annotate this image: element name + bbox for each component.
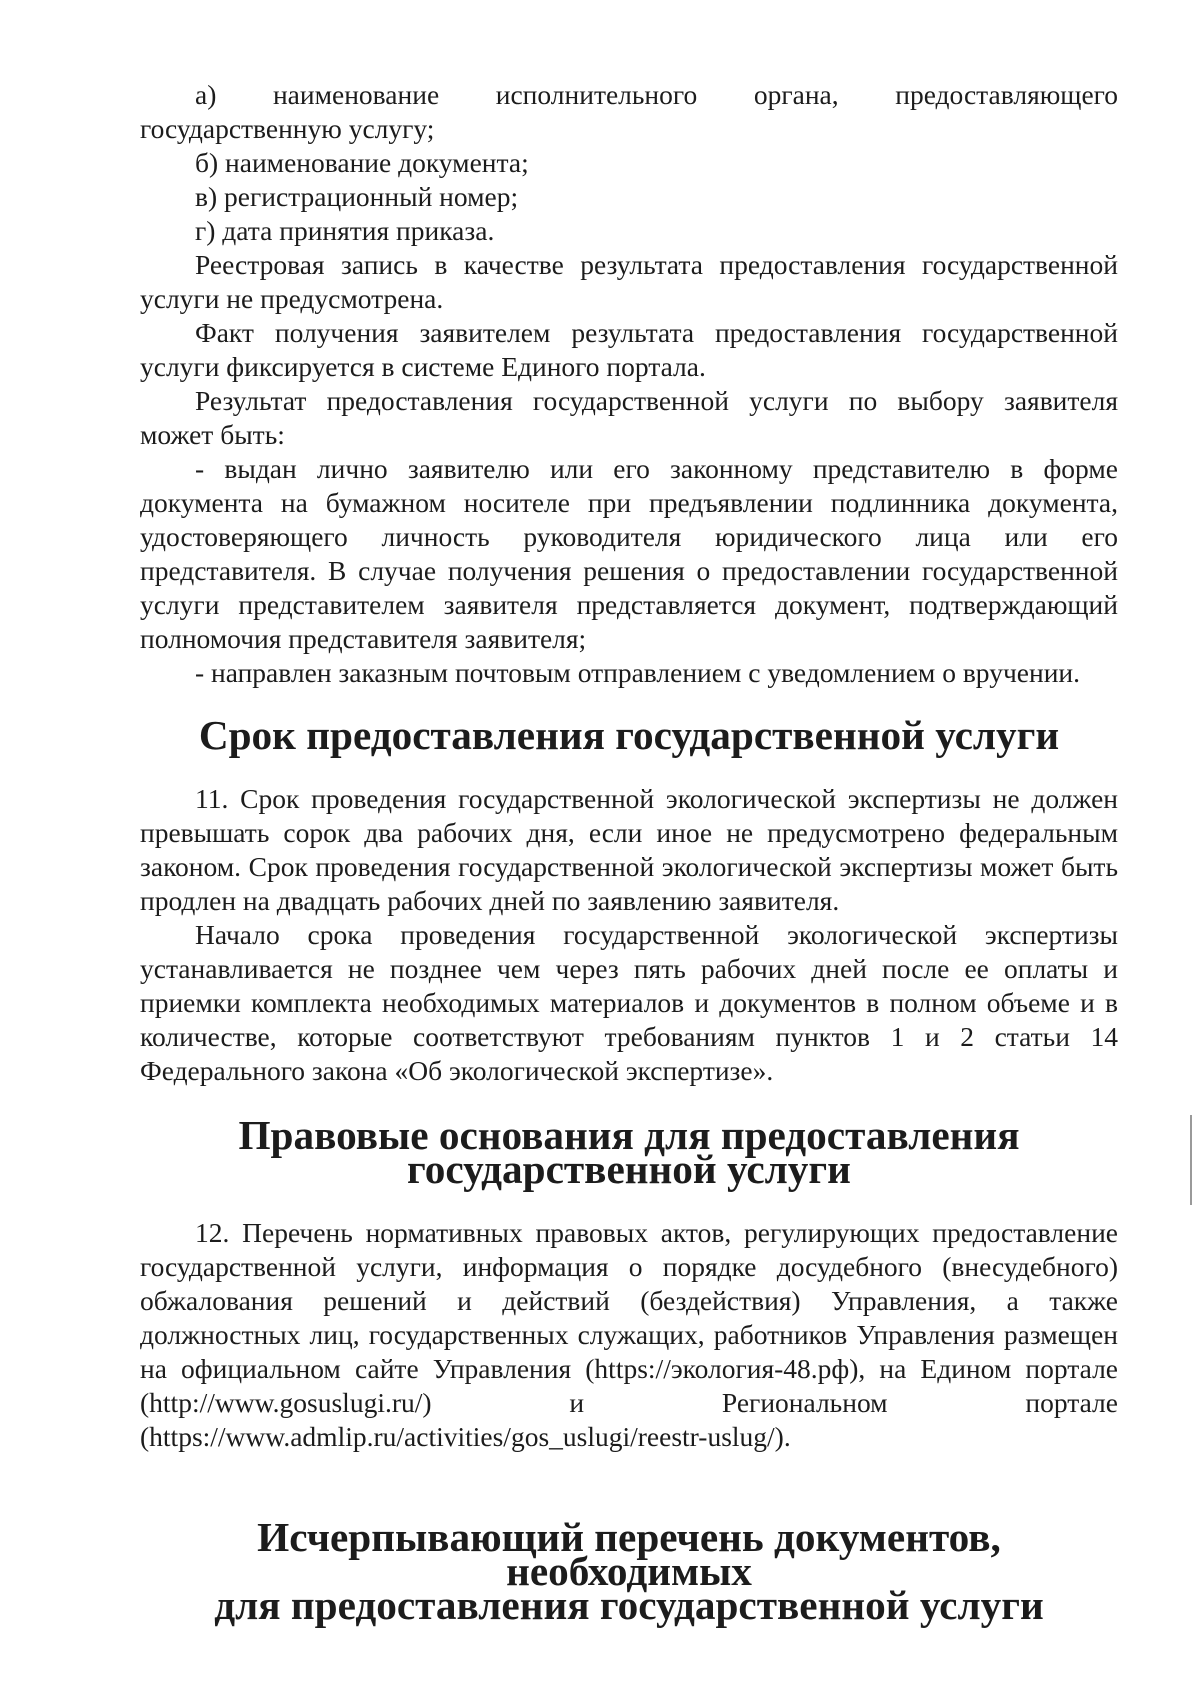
list-item: б) наименование документа; [195, 147, 529, 178]
paragraph: 11. Срок проведения государственной экологической экспертизы не должен превышать сорок два рабочих дня, если иное не предусмотрено федеральным законом. Срок проведения государственной экологической экспертизы может быть продлен на двадцать рабочих дней по заявлению заявителя. [140, 783, 1118, 916]
section-heading-docs-line1: Исчерпывающий перечень документов, необходимых [257, 1514, 1001, 1594]
section-heading-legal: Правовые основания для предоставления государственной услуги [238, 1112, 1020, 1192]
scan-edge-mark [1190, 1115, 1192, 1205]
section-heading-docs-line2: для предоставления государственной услуги [214, 1582, 1044, 1628]
list-item: г) дата принятия приказа. [195, 215, 495, 246]
section-heading-docs [140, 1514, 1118, 1628]
paragraph: - выдан лично заявителю или его законному представителю в форме документа на бумажном носителе при предъявлении подлинника документа, удостоверяющего личность руководителя юридического лица или его представителя. В случае получения решения о предоставлении государственной услуги представителем заявителя представляется документ, подтверждающий полномочия представителя заявителя; [140, 453, 1118, 654]
paragraph: Результат предоставления государственной услуги по выбору заявителя может быть: [140, 385, 1118, 450]
paragraph: 12. Перечень нормативных правовых актов, регулирующих предоставление государственной услуги, информация о порядке досудебного (внесудебного) обжалования решений и действий (бездействия) Управления, а также должностных лиц, государственных служащих, работников Управления размещен на официальном сайте Управления (https://экология-48.рф), на Едином портале (http://www.gosuslugi.ru/) и Региональном портале (https://www.admlip.ru/activities/gos_uslugi/reestr-uslug/). [140, 1217, 1118, 1452]
section-heading-term: Срок предоставления государственной услуги [198, 712, 1060, 758]
paragraph: - направлен заказным почтовым отправлением с уведомлением о вручении. [195, 657, 1081, 688]
paragraph: Начало срока проведения государственной экологической экспертизы устанавливается не позднее чем через пять рабочих дней после ее оплаты и приемки комплекта необходимых материалов и документов в полном объеме и в количестве, которые соответствуют требованиям пунктов 1 и 2 статьи 14 Федерального закона «Об экологической экспертизе». [140, 919, 1118, 1086]
list-item: в) регистрационный номер; [195, 181, 519, 212]
paragraph: Реестровая запись в качестве результата предоставления государственной услуги не предусмотрена. [140, 249, 1118, 314]
paragraph: Факт получения заявителем результата предоставления государственной услуги фиксируется в системе Единого портала. [140, 317, 1118, 382]
document-page [140, 78, 1118, 1628]
list-item: а) наименование исполнительного органа, предоставляющего государственную услугу; [140, 79, 1118, 144]
